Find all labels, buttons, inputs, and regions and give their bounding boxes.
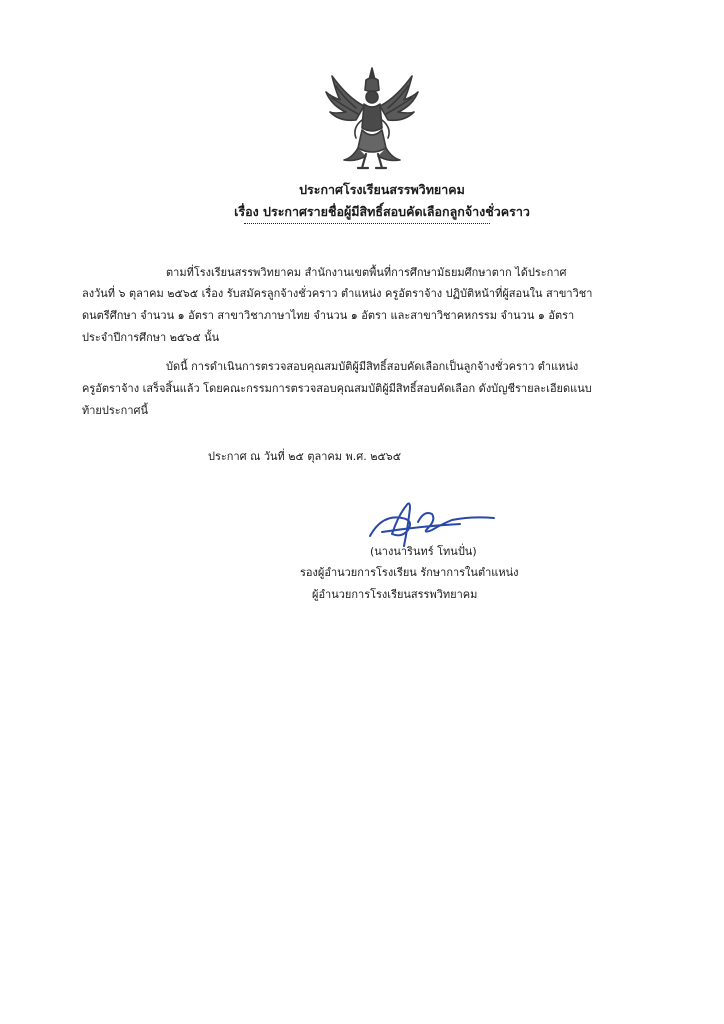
- signatory-name: (นางนารินทร์ โทนปั่น): [370, 545, 477, 558]
- paragraph-1-line-1: ตามที่โรงเรียนสรรพวิทยาคม สำนักงานเขตพื้นที่การศึกษามัธยมศึกษาตาก ได้ประกาศ: [166, 266, 567, 279]
- paragraph-1-line-3: ดนตรีศึกษา จำนวน ๑ อัตรา สาขาวิชาภาษาไทย จำนวน ๑ อัตรา และสาขาวิชาคหกรรม จำนวน ๑ อัตรา: [82, 309, 575, 322]
- paragraph-1-line-4: ประจำปีการศึกษา ๒๕๖๕ นั้น: [82, 331, 220, 344]
- title-divider: [244, 223, 490, 224]
- document-title: ประกาศโรงเรียนสรรพวิทยาคม: [299, 182, 465, 197]
- paragraph-1-line-2: ลงวันที่ ๖ ตุลาคม ๒๕๖๕ เรื่อง รับสมัครลูกจ้างชั่วคราว ตำแหน่ง ครูอัตราจ้าง ปฏิบัติหน้าที่ผู้สอนใน สาขาวิชา: [82, 287, 593, 300]
- signatory-title-line-1: รองผู้อำนวยการโรงเรียน รักษาการในตำแหน่ง: [300, 566, 519, 579]
- paragraph-2-line-3: ท้ายประกาศนี้: [82, 404, 149, 417]
- document-subject: เรื่อง ประกาศรายชื่อผู้มีสิทธิ์สอบคัดเลือกลูกจ้างชั่วคราว: [234, 204, 530, 219]
- announcement-date: ประกาศ ณ วันที่ ๒๕ ตุลาคม พ.ศ. ๒๕๖๕: [208, 450, 402, 463]
- paragraph-2-line-1: บัดนี้ การดำเนินการตรวจสอบคุณสมบัติผู้มีสิทธิ์สอบคัดเลือกเป็นลูกจ้างชั่วคราว ตำแหน่ง: [166, 360, 579, 373]
- garuda-emblem-icon: [322, 62, 422, 174]
- signatory-title-line-2: ผู้อำนวยการโรงเรียนสรรพวิทยาคม: [312, 588, 478, 601]
- paragraph-2-line-2: ครูอัตราจ้าง เสร็จสิ้นแล้ว โดยคณะกรรมการตรวจสอบคุณสมบัติผู้มีสิทธิ์สอบคัดเลือก ดังบัญชีรายละเอียดแนบ: [82, 382, 592, 395]
